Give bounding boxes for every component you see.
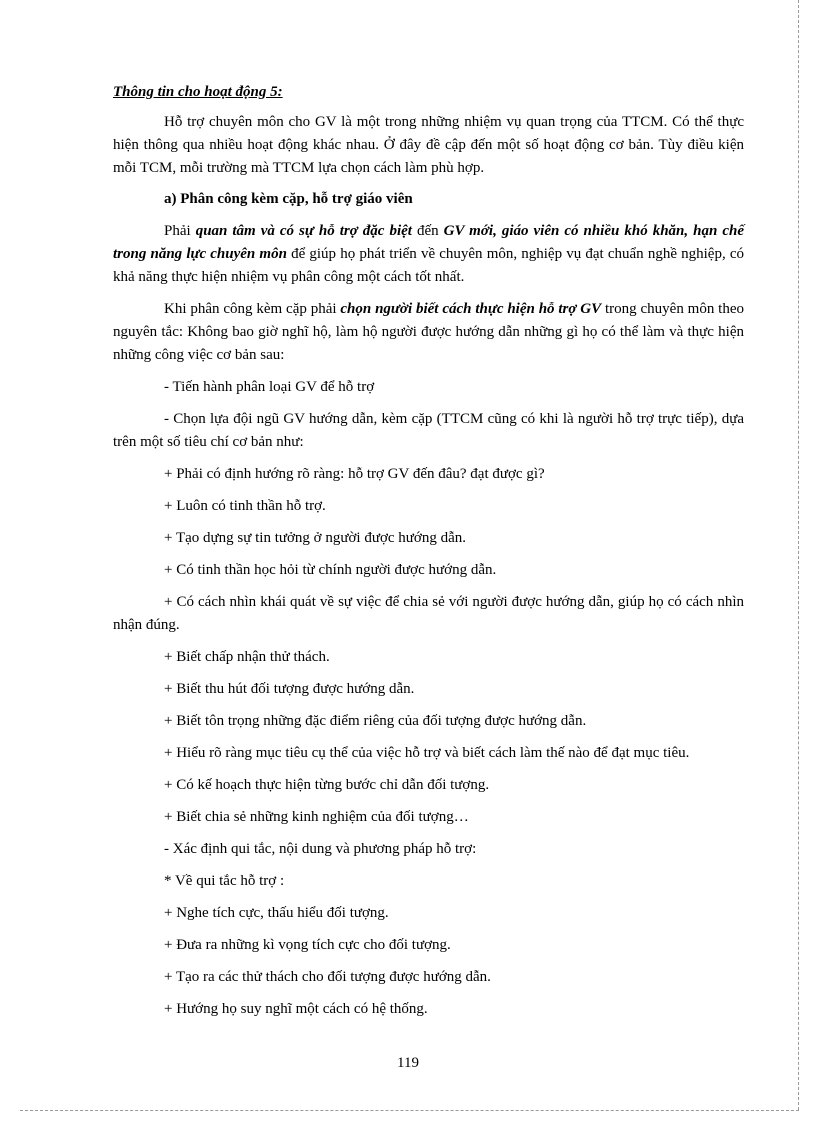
page-border-bottom bbox=[20, 1110, 799, 1111]
list-item-classify: - Tiến hành phân loại GV để hỗ trợ bbox=[164, 379, 375, 395]
page-number: 119 bbox=[397, 1055, 419, 1071]
list-item-choose-mentors: - Chọn lựa đội ngũ GV hướng dẫn, kèm cặp (TTCM cũng có khi là người hỗ trợ trực tiếp), dựa trên một số tiêu chí cơ bản như: bbox=[113, 411, 744, 450]
intro-paragraph: Hỗ trợ chuyên môn cho GV là một trong những nhiệm vụ quan trọng của TTCM. Có thể thực hiện thông qua nhiều hoạt động khác nhau. Ở đây đề cập đến một số hoạt động cơ bản. Tùy điều kiện mỗi TCM, mỗi trường mà TTCM lựa chọn cách làm phù hợp. bbox=[113, 114, 744, 176]
criteria-item: + Có cách nhìn khái quát về sự việc để chia sẻ với người được hướng dẫn, giúp họ có cách nhìn nhận đúng. bbox=[113, 594, 744, 633]
emphasis-special-support: quan tâm và có sự hỗ trợ đặc biệt bbox=[195, 223, 412, 239]
paragraph-support-focus: Phải quan tâm và có sự hỗ trợ đặc biệt đến GV mới, giáo viên có nhiều khó khăn, hạn chế trong năng lực chuyên môn để giúp họ phát triển về chuyên môn, nghiệp vụ đạt chuẩn nghề nghiệp, có khả năng thực hiện nhiệm vụ phân công một cách tốt nhất. bbox=[113, 223, 744, 285]
rule-item: + Tạo ra các thử thách cho đối tượng được hướng dẫn. bbox=[164, 969, 491, 985]
criteria-item: + Phải có định hướng rõ ràng: hỗ trợ GV đến đâu? đạt được gì? bbox=[164, 466, 545, 482]
criteria-item: + Có tinh thần học hỏi từ chính người được hướng dẫn. bbox=[164, 562, 497, 578]
criteria-item: + Biết tôn trọng những đặc điểm riêng của đối tượng được hướng dẫn. bbox=[164, 713, 587, 729]
section-heading: Thông tin cho hoạt động 5: bbox=[113, 84, 283, 100]
list-item-rules-content-methods: - Xác định qui tắc, nội dung và phương pháp hỗ trợ: bbox=[164, 841, 477, 857]
criteria-item: + Hiểu rõ ràng mục tiêu cụ thể của việc hỗ trợ và biết cách làm thế nào để đạt mục tiêu. bbox=[164, 745, 690, 761]
subsection-title: a) Phân công kèm cặp, hỗ trợ giáo viên bbox=[164, 191, 413, 207]
rule-item: + Hướng họ suy nghĩ một cách có hệ thống. bbox=[164, 1001, 428, 1017]
emphasis-target-teachers: GV mới, giáo viên có nhiều khó khăn, hạn chế trong năng lực chuyên môn bbox=[113, 223, 744, 262]
criteria-item: + Tạo dựng sự tin tưởng ở người được hướng dẫn. bbox=[164, 530, 467, 546]
criteria-item: + Biết chia sẻ những kinh nghiệm của đối tượng… bbox=[164, 809, 469, 825]
page-border-right bbox=[798, 0, 799, 1110]
rule-item: + Đưa ra những kì vọng tích cực cho đối tượng. bbox=[164, 937, 451, 953]
emphasis-choose-mentor: chọn người biết cách thực hiện hỗ trợ GV bbox=[340, 301, 602, 317]
criteria-item: + Biết chấp nhận thử thách. bbox=[164, 649, 330, 665]
paragraph-assign-mentor: Khi phân công kèm cặp phải chọn người biết cách thực hiện hỗ trợ GV trong chuyên môn theo nguyên tắc: Không bao giờ nghĩ hộ, làm hộ người được hướng dẫn những gì họ có thể làm và thực hiện những công việc cơ bản sau: bbox=[113, 301, 745, 363]
rules-heading: * Về qui tắc hỗ trợ : bbox=[164, 873, 285, 889]
criteria-item: + Có kế hoạch thực hiện từng bước chỉ dẫn đối tượng. bbox=[164, 777, 490, 793]
criteria-item: + Biết thu hút đối tượng được hướng dẫn. bbox=[164, 681, 415, 697]
rule-item: + Nghe tích cực, thấu hiểu đối tượng. bbox=[164, 905, 389, 921]
page-content bbox=[113, 82, 744, 1021]
criteria-item: + Luôn có tinh thần hỗ trợ. bbox=[164, 498, 326, 514]
